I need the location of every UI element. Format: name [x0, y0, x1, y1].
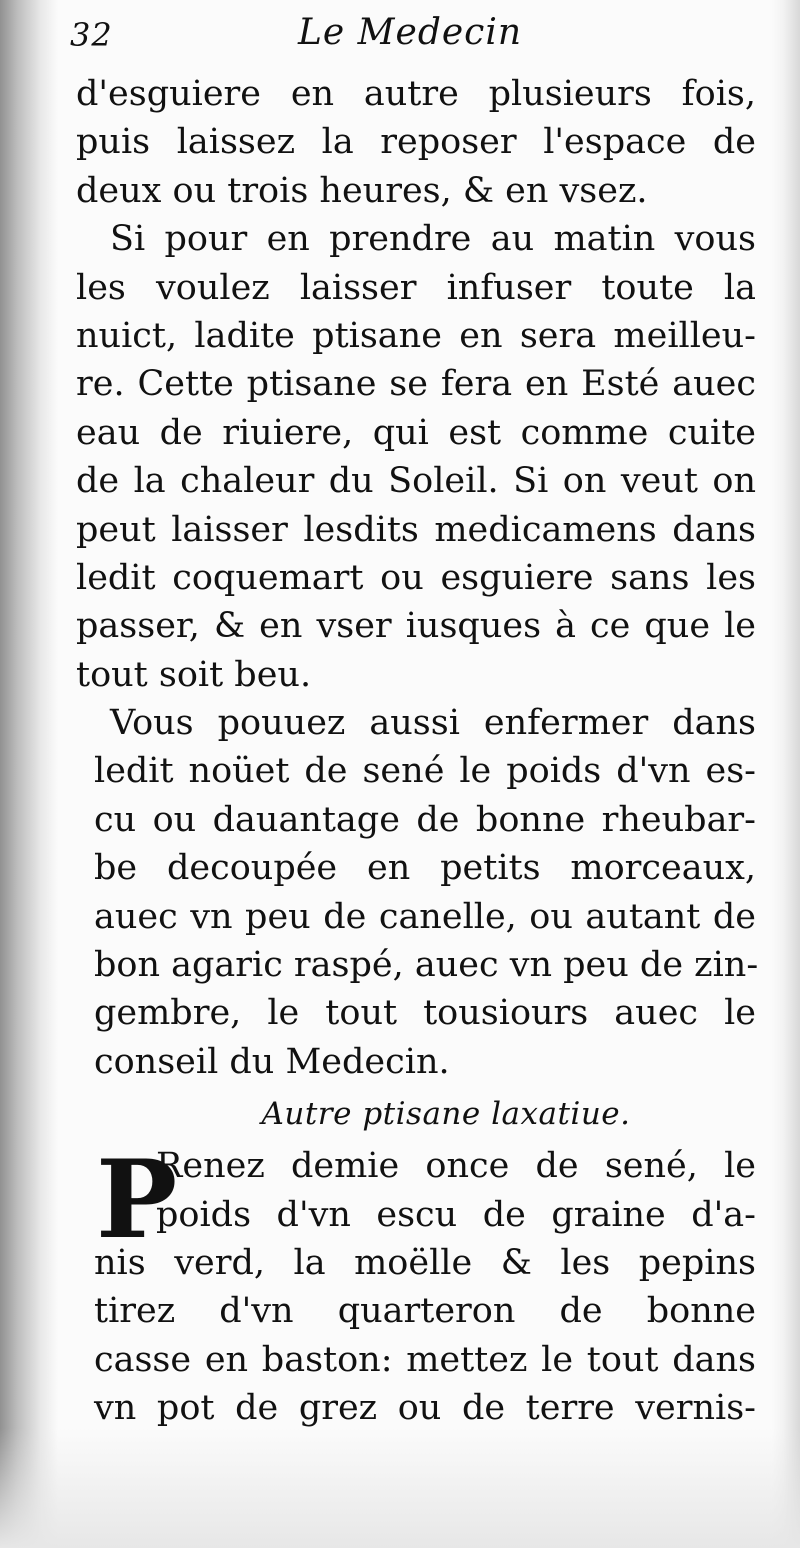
- text-line: gembre, le tout tousiours auec le: [94, 993, 756, 1034]
- gutter-shadow: [0, 0, 58, 1548]
- text-line: nis verd, la moëlle & les pepins: [94, 1242, 756, 1283]
- text-line: ledit noüet de sené le poids d'vn es-: [94, 751, 756, 792]
- paragraph: [76, 699, 759, 1086]
- text-line: Si pour en prendre au matin vous: [110, 219, 756, 260]
- text-line: deux ou trois heures, & en vsez.: [76, 170, 648, 211]
- text-line: peut laisser lesdits medicamens dans: [76, 509, 756, 550]
- text-block: [76, 70, 759, 1433]
- text-line: casse en baston: mettez le tout dans: [94, 1339, 756, 1380]
- drop-cap: P: [96, 1137, 178, 1264]
- text-line: vn pot de grez ou de terre vernis-: [94, 1388, 756, 1429]
- text-line: be decoupée en petits morceaux,: [94, 848, 756, 889]
- paragraph-with-dropcap: [76, 1137, 756, 1432]
- text-line: de la chaleur du Soleil. Si on veut on: [76, 461, 756, 502]
- text-line: tirez d'vn quarteron de bonne: [94, 1291, 756, 1332]
- running-head: [70, 12, 760, 64]
- section-heading: Autre ptisane laxatiue.: [261, 1096, 631, 1133]
- text-line: re. Cette ptisane se fera en Esté auec: [76, 364, 756, 405]
- text-line: cu ou dauantage de bonne rheubar-: [94, 799, 756, 840]
- text-line: bon agaric raspé, auec vn peu de zin-: [94, 945, 759, 986]
- page-bottom-shade: [0, 1428, 800, 1548]
- text-line: passer, & en vser iusques à ce que le: [76, 606, 756, 647]
- text-line: Vous pouuez aussi enfermer dans: [110, 703, 756, 744]
- paragraph-continuation: [76, 70, 756, 215]
- text-line: nuict, ladite ptisane en sera meilleu-: [76, 315, 756, 356]
- text-line: poids d'vn escu de graine d'a-: [156, 1194, 756, 1235]
- text-line: Renez demie once de sené, le: [156, 1146, 756, 1187]
- text-line: tout soit beu.: [76, 654, 312, 695]
- text-line: ledit coquemart ou esguiere sans les: [76, 557, 756, 598]
- page-number: 32: [70, 16, 113, 54]
- paragraph: [76, 215, 756, 699]
- text-line: eau de riuiere, qui est comme cuite: [76, 412, 756, 453]
- page-edge: [772, 0, 800, 1548]
- running-title: Le Medecin: [298, 12, 523, 53]
- text-line: auec vn peu de canelle, ou autant de: [94, 896, 756, 937]
- text-line: puis laissez la reposer l'espace de: [76, 122, 756, 163]
- text-line: conseil du Medecin.: [94, 1041, 450, 1082]
- text-line: les voulez laisser infuser toute la: [76, 267, 756, 308]
- text-line: d'esguiere en autre plusieurs fois,: [76, 74, 756, 114]
